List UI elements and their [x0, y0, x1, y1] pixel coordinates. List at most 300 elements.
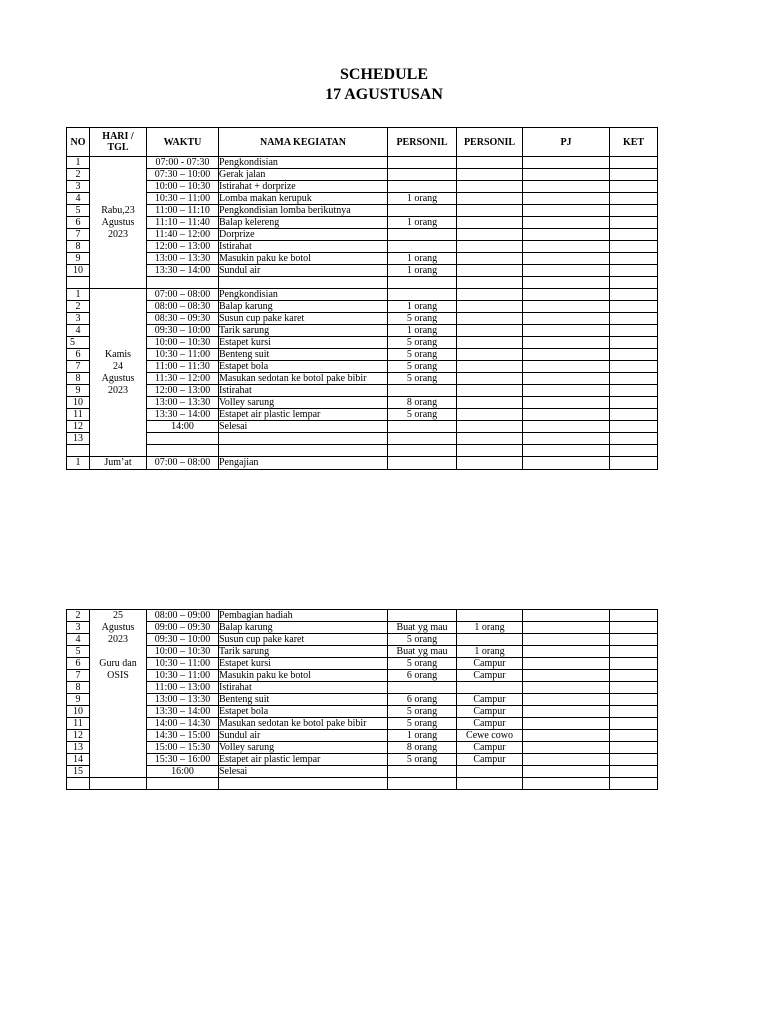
table-row [67, 217, 658, 229]
cell-no: 6 [67, 217, 90, 229]
cell-pj [523, 361, 610, 373]
cell-personil [388, 181, 457, 193]
cell-no [67, 277, 90, 289]
table-row [67, 409, 658, 421]
cell-no: 4 [67, 634, 90, 646]
cell-personil [388, 277, 457, 289]
table-row [67, 634, 658, 646]
cell-ket [610, 277, 658, 289]
cell-personil-2 [457, 181, 523, 193]
cell-personil-2 [457, 385, 523, 397]
cell-no: 9 [67, 694, 90, 706]
table-row [67, 373, 658, 385]
cell-nama-kegiatan: Tarik sarung [219, 646, 388, 658]
cell-waktu: 10:00 – 10:30 [147, 181, 219, 193]
cell-personil [388, 766, 457, 778]
cell-personil [388, 169, 457, 181]
cell-waktu [147, 433, 219, 445]
cell-personil: 5 orang [388, 706, 457, 718]
cell-hari-tgl [90, 778, 147, 790]
cell-pj [523, 433, 610, 445]
cell-nama-kegiatan: Selesai [219, 766, 388, 778]
cell-pj [523, 289, 610, 301]
cell-no: 13 [67, 742, 90, 754]
day-line: Agustus [101, 216, 135, 228]
cell-ket [610, 289, 658, 301]
header-nama-kegiatan: NAMA KEGIATAN [219, 128, 388, 157]
cell-personil-2: Campur [457, 718, 523, 730]
cell-personil-2 [457, 610, 523, 622]
cell-nama-kegiatan: Gerak jalan [219, 169, 388, 181]
cell-waktu: 14:30 – 15:00 [147, 730, 219, 742]
cell-personil: 5 orang [388, 373, 457, 385]
cell-personil [388, 421, 457, 433]
cell-personil-2: Campur [457, 754, 523, 766]
cell-pj [523, 421, 610, 433]
cell-waktu: 10:30 – 11:00 [147, 658, 219, 670]
cell-personil: 1 orang [388, 193, 457, 205]
cell-pj [523, 373, 610, 385]
cell-nama-kegiatan: Balap kelereng [219, 217, 388, 229]
cell-nama-kegiatan: Masukan sedotan ke botol pake bibir [219, 373, 388, 385]
cell-ket [610, 457, 658, 470]
table-row [67, 433, 658, 445]
cell-pj [523, 742, 610, 754]
cell-ket [610, 682, 658, 694]
cell-ket [610, 265, 658, 277]
cell-personil [388, 682, 457, 694]
cell-waktu: 13:00 – 13:30 [147, 397, 219, 409]
cell-nama-kegiatan: Estapet air plastic lempar [219, 409, 388, 421]
table-row [67, 742, 658, 754]
header-personil: PERSONIL [388, 128, 457, 157]
cell-nama-kegiatan [219, 778, 388, 790]
cell-waktu: 09:30 – 10:00 [147, 634, 219, 646]
cell-pj [523, 766, 610, 778]
cell-pj [523, 730, 610, 742]
cell-nama-kegiatan [219, 277, 388, 289]
day-line: 2023 [108, 228, 128, 240]
schedule-table-1 [66, 127, 658, 470]
cell-no: 9 [67, 253, 90, 265]
cell-pj [523, 157, 610, 169]
table-row [67, 313, 658, 325]
cell-nama-kegiatan: Susun cup pake karet [219, 313, 388, 325]
cell-pj [523, 670, 610, 682]
document-title: SCHEDULE [339, 66, 429, 83]
cell-no: 7 [67, 361, 90, 373]
cell-no: 4 [67, 325, 90, 337]
cell-personil: 5 orang [388, 313, 457, 325]
day-line: 25 [113, 610, 123, 621]
cell-no: 1 [67, 457, 90, 470]
cell-waktu: 13:30 – 14:00 [147, 409, 219, 421]
table-row [67, 445, 658, 457]
cell-ket [610, 241, 658, 253]
table-row [67, 646, 658, 658]
cell-pj [523, 169, 610, 181]
cell-personil-2: Campur [457, 694, 523, 706]
cell-ket [610, 169, 658, 181]
cell-personil: 1 orang [388, 301, 457, 313]
cell-waktu: 11:40 – 12:00 [147, 229, 219, 241]
day-line: Jum’at [104, 457, 132, 468]
cell-pj [523, 181, 610, 193]
cell-no: 8 [67, 682, 90, 694]
cell-nama-kegiatan: Istirahat [219, 241, 388, 253]
cell-nama-kegiatan: Istirahat + dorprize [219, 181, 388, 193]
cell-personil [388, 433, 457, 445]
cell-pj [523, 457, 610, 470]
header-hari-tgl [90, 128, 147, 157]
table-row [67, 670, 658, 682]
table-row [67, 301, 658, 313]
cell-hari-tgl [90, 157, 147, 289]
cell-waktu: 12:00 – 13:00 [147, 241, 219, 253]
cell-waktu: 13:00 – 13:30 [147, 253, 219, 265]
cell-ket [610, 610, 658, 622]
cell-personil [388, 229, 457, 241]
table-row [67, 778, 658, 790]
table-row [67, 421, 658, 433]
table-row [67, 730, 658, 742]
cell-nama-kegiatan: Estapet kursi [219, 337, 388, 349]
cell-waktu: 11:00 – 11:10 [147, 205, 219, 217]
cell-personil [388, 289, 457, 301]
cell-personil [388, 157, 457, 169]
cell-pj [523, 397, 610, 409]
table-row [67, 754, 658, 766]
cell-waktu: 14:00 [147, 421, 219, 433]
cell-waktu: 14:00 – 14:30 [147, 718, 219, 730]
cell-waktu: 07:00 - 07:30 [147, 157, 219, 169]
cell-ket [610, 193, 658, 205]
cell-personil-2 [457, 361, 523, 373]
cell-personil-2 [457, 373, 523, 385]
cell-ket [610, 730, 658, 742]
cell-ket [610, 361, 658, 373]
cell-personil-2 [457, 229, 523, 241]
cell-pj [523, 754, 610, 766]
day-line: Agustus [101, 372, 135, 384]
cell-personil-2: Campur [457, 706, 523, 718]
cell-personil-2 [457, 457, 523, 470]
cell-personil-2 [457, 778, 523, 790]
cell-personil [388, 241, 457, 253]
cell-personil: 5 orang [388, 754, 457, 766]
cell-pj [523, 409, 610, 421]
cell-ket [610, 409, 658, 421]
cell-ket [610, 622, 658, 634]
cell-no: 4 [67, 193, 90, 205]
cell-personil-2 [457, 409, 523, 421]
cell-ket [610, 373, 658, 385]
cell-pj [523, 778, 610, 790]
cell-nama-kegiatan: Pengkondisian [219, 157, 388, 169]
cell-pj [523, 349, 610, 361]
table-row [67, 325, 658, 337]
cell-personil-2 [457, 325, 523, 337]
table-row [67, 229, 658, 241]
cell-personil-2 [457, 289, 523, 301]
cell-ket [610, 718, 658, 730]
cell-personil-2: Campur [457, 742, 523, 754]
cell-ket [610, 205, 658, 217]
table-row [67, 241, 658, 253]
cell-ket [610, 433, 658, 445]
cell-personil-2 [457, 253, 523, 265]
cell-personil: 6 orang [388, 670, 457, 682]
cell-ket [610, 337, 658, 349]
cell-nama-kegiatan: Istirahat [219, 385, 388, 397]
table-row [67, 622, 658, 634]
cell-personil-2 [457, 349, 523, 361]
cell-no: 8 [67, 241, 90, 253]
cell-nama-kegiatan: Pengkondisian [219, 289, 388, 301]
cell-no: 6 [67, 658, 90, 670]
schedule-table-2 [66, 609, 658, 790]
cell-nama-kegiatan: Pengajian [219, 457, 388, 470]
cell-personil-2 [457, 682, 523, 694]
cell-personil-2 [457, 634, 523, 646]
cell-ket [610, 217, 658, 229]
cell-no: 8 [67, 373, 90, 385]
cell-pj [523, 301, 610, 313]
day-line: 2023 [108, 384, 128, 396]
day-line: Kamis [104, 348, 132, 360]
table-row [67, 349, 658, 361]
cell-waktu: 10:30 – 11:00 [147, 349, 219, 361]
cell-pj [523, 658, 610, 670]
header-waktu: WAKTU [147, 128, 219, 157]
table-row [67, 457, 658, 470]
cell-waktu: 11:30 – 12:00 [147, 373, 219, 385]
cell-pj [523, 205, 610, 217]
cell-no: 15 [67, 766, 90, 778]
cell-ket [610, 706, 658, 718]
cell-no: 12 [67, 730, 90, 742]
cell-ket [610, 157, 658, 169]
table-row [67, 610, 658, 622]
cell-personil-2: Campur [457, 658, 523, 670]
cell-pj [523, 253, 610, 265]
cell-personil: 1 orang [388, 217, 457, 229]
cell-no: 3 [67, 313, 90, 325]
cell-personil-2 [457, 313, 523, 325]
cell-personil-2: Cewe cowo [457, 730, 523, 742]
table-row [67, 169, 658, 181]
cell-pj [523, 634, 610, 646]
table-header-row [67, 128, 658, 157]
cell-waktu: 11:00 – 13:00 [147, 682, 219, 694]
cell-personil: 1 orang [388, 325, 457, 337]
cell-pj [523, 445, 610, 457]
cell-no: 7 [67, 229, 90, 241]
cell-ket [610, 445, 658, 457]
cell-no: 11 [67, 718, 90, 730]
cell-ket [610, 397, 658, 409]
cell-nama-kegiatan: Volley sarung [219, 742, 388, 754]
cell-waktu: 15:00 – 15:30 [147, 742, 219, 754]
cell-ket [610, 385, 658, 397]
cell-personil-2 [457, 241, 523, 253]
cell-personil: 1 orang [388, 730, 457, 742]
cell-personil: 1 orang [388, 265, 457, 277]
cell-personil-2 [457, 205, 523, 217]
cell-waktu [147, 778, 219, 790]
cell-pj [523, 313, 610, 325]
cell-personil [388, 445, 457, 457]
table-row [67, 289, 658, 301]
cell-nama-kegiatan: Estapet air plastic lempar [219, 754, 388, 766]
cell-pj [523, 610, 610, 622]
cell-waktu: 09:30 – 10:00 [147, 325, 219, 337]
cell-ket [610, 421, 658, 433]
cell-personil: Buat yg mau [388, 646, 457, 658]
group-label [90, 658, 146, 682]
cell-personil: 5 orang [388, 409, 457, 421]
cell-nama-kegiatan [219, 433, 388, 445]
cell-personil: 5 orang [388, 634, 457, 646]
cell-pj [523, 385, 610, 397]
table-row [67, 658, 658, 670]
cell-pj [523, 337, 610, 349]
table-row [67, 706, 658, 718]
cell-hari-tgl [90, 457, 147, 470]
cell-ket [610, 766, 658, 778]
cell-waktu: 11:00 – 11:30 [147, 361, 219, 373]
cell-personil-2 [457, 433, 523, 445]
cell-nama-kegiatan [219, 445, 388, 457]
cell-nama-kegiatan: Estapet bola [219, 706, 388, 718]
cell-personil: 5 orang [388, 337, 457, 349]
cell-waktu: 12:00 – 13:00 [147, 385, 219, 397]
cell-no: 9 [67, 385, 90, 397]
cell-waktu: 07:00 – 08:00 [147, 289, 219, 301]
cell-ket [610, 778, 658, 790]
cell-no: 2 [67, 610, 90, 622]
cell-nama-kegiatan: Balap karung [219, 301, 388, 313]
cell-personil: 5 orang [388, 718, 457, 730]
table-row [67, 682, 658, 694]
cell-nama-kegiatan: Pembagian hadiah [219, 610, 388, 622]
cell-personil [388, 610, 457, 622]
cell-personil-2 [457, 421, 523, 433]
cell-pj [523, 277, 610, 289]
cell-waktu: 08:30 – 09:30 [147, 313, 219, 325]
cell-nama-kegiatan: Sundul air [219, 730, 388, 742]
cell-personil [388, 205, 457, 217]
cell-waktu: 10:30 – 11:00 [147, 193, 219, 205]
header-ket: KET [610, 128, 658, 157]
cell-nama-kegiatan: Pengkondisian lomba berikutnya [219, 205, 388, 217]
cell-personil: 8 orang [388, 742, 457, 754]
cell-pj [523, 706, 610, 718]
cell-ket [610, 742, 658, 754]
cell-waktu: 13:30 – 14:00 [147, 265, 219, 277]
cell-personil-2 [457, 265, 523, 277]
cell-personil: 5 orang [388, 658, 457, 670]
cell-personil-2 [457, 337, 523, 349]
group-line: OSIS [107, 670, 129, 681]
table-row [67, 397, 658, 409]
cell-no: 7 [67, 670, 90, 682]
cell-waktu: 16:00 [147, 766, 219, 778]
header-personil-2: PERSONIL [457, 128, 523, 157]
cell-ket [610, 313, 658, 325]
cell-personil-2 [457, 301, 523, 313]
cell-no: 5 [67, 337, 90, 349]
cell-waktu: 08:00 – 08:30 [147, 301, 219, 313]
cell-nama-kegiatan: Benteng suit [219, 694, 388, 706]
day-line: Agustus [101, 622, 135, 633]
cell-personil [388, 385, 457, 397]
cell-ket [610, 634, 658, 646]
cell-no: 1 [67, 157, 90, 169]
cell-pj [523, 193, 610, 205]
cell-ket [610, 349, 658, 361]
cell-hari-tgl [90, 610, 147, 778]
cell-personil [388, 457, 457, 470]
day-line: Rabu,23 [101, 204, 135, 216]
cell-personil: 8 orang [388, 397, 457, 409]
cell-personil: Buat yg mau [388, 622, 457, 634]
table-row [67, 361, 658, 373]
cell-ket [610, 325, 658, 337]
cell-no [67, 445, 90, 457]
cell-personil-2 [457, 445, 523, 457]
cell-nama-kegiatan: Balap karung [219, 622, 388, 634]
cell-waktu: 10:00 – 10:30 [147, 337, 219, 349]
cell-personil-2: 1 orang [457, 646, 523, 658]
header-hari-tgl-label: HARI / TGL [102, 131, 134, 153]
cell-ket [610, 253, 658, 265]
cell-personil: 1 orang [388, 253, 457, 265]
cell-waktu [147, 445, 219, 457]
cell-no: 13 [67, 433, 90, 445]
cell-ket [610, 229, 658, 241]
cell-pj [523, 265, 610, 277]
cell-pj [523, 682, 610, 694]
cell-no: 10 [67, 265, 90, 277]
cell-personil-2: 1 orang [457, 622, 523, 634]
table-row [67, 277, 658, 289]
cell-waktu: 15:30 – 16:00 [147, 754, 219, 766]
cell-waktu: 10:30 – 11:00 [147, 670, 219, 682]
cell-no: 14 [67, 754, 90, 766]
cell-no: 12 [67, 421, 90, 433]
table-row [67, 205, 658, 217]
cell-personil-2 [457, 157, 523, 169]
cell-pj [523, 229, 610, 241]
table-row [67, 337, 658, 349]
cell-waktu: 13:30 – 14:00 [147, 706, 219, 718]
cell-pj [523, 325, 610, 337]
cell-ket [610, 694, 658, 706]
cell-waktu: 08:00 – 09:00 [147, 610, 219, 622]
cell-pj [523, 718, 610, 730]
table-row [67, 193, 658, 205]
cell-ket [610, 181, 658, 193]
table-row [67, 694, 658, 706]
cell-waktu: 09:00 – 09:30 [147, 622, 219, 634]
document-subtitle: 17 AGUSTUSAN [325, 86, 443, 103]
cell-nama-kegiatan: Benteng suit [219, 349, 388, 361]
cell-waktu: 07:00 – 08:00 [147, 457, 219, 470]
cell-pj [523, 622, 610, 634]
cell-no: 5 [67, 205, 90, 217]
cell-personil-2 [457, 193, 523, 205]
